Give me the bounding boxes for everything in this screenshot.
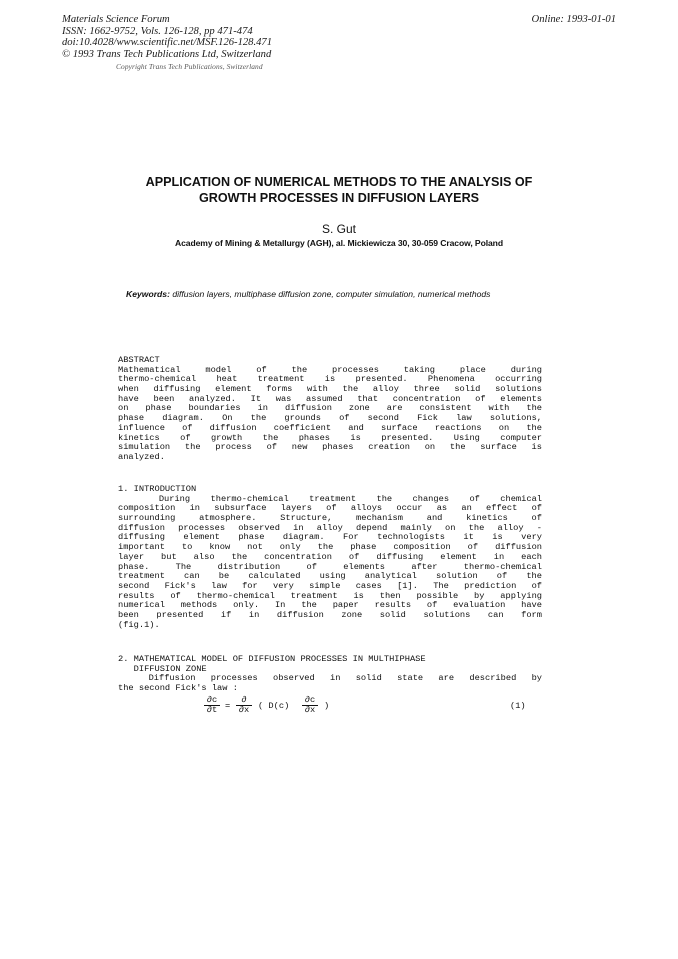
author-name: S. Gut <box>321 222 356 236</box>
text-line: diffusion processes observed in alloy depend mainly on the alloy - <box>118 522 542 533</box>
numerator: ∂c <box>206 695 218 705</box>
text-line: the second Fick's law : <box>118 683 238 694</box>
text-line: influence of diffusion coefficient and surface reactions on the <box>118 422 542 433</box>
title-line: GROWTH PROCESSES IN DIFFUSION LAYERS <box>198 190 480 205</box>
abstract-heading: ABSTRACT <box>118 355 160 365</box>
text-line: when diffusing element forms with the alloy three solid solutions <box>118 384 542 395</box>
equation-number: (1) <box>510 701 526 711</box>
text-line: phase. The distribution of elements after thermo-chemical <box>118 561 542 572</box>
text-line: analyzed. <box>118 451 165 462</box>
text-line: (fig.1). <box>118 619 160 630</box>
keywords <box>126 289 566 299</box>
text-line: kinetics of growth the phases is presented. Using computer <box>118 432 542 443</box>
journal-name: Materials Science Forum <box>62 14 170 25</box>
publisher-line: © 1993 Trans Tech Publications Ltd, Switzerland <box>62 48 272 60</box>
text-line: surrounding atmosphere. Structure, mechanism and kinetics of <box>118 513 542 524</box>
numerator: ∂ <box>241 695 247 705</box>
title-line: APPLICATION OF NUMERICAL METHODS TO THE ANALYSIS OF <box>145 175 533 189</box>
text-line: thermo-chemical heat treatment is presented. Phenomena occurring <box>118 374 542 385</box>
model-section <box>118 655 542 694</box>
text-line: During thermo-chemical treatment the changes of chemical <box>118 493 542 504</box>
online-date: Online: 1993-01-01 <box>531 14 616 25</box>
denominator: ∂t <box>206 704 218 715</box>
text-line: results of thermo-chemical treatment is then possible by applying <box>118 590 542 601</box>
text-line: composition in subsurface layers of alloys occur as an effect of <box>118 503 542 514</box>
equation-open: ( D(c) <box>258 701 290 711</box>
fraction-d-dx <box>236 696 252 714</box>
equation-close: ) <box>324 701 330 711</box>
text-line: treatment can be calculated using analytical solution of the <box>118 571 542 582</box>
text-line: Diffusion processes observed in solid state are described by <box>118 673 542 684</box>
denominator: ∂x <box>238 704 250 715</box>
text-line: simulation the process of new phases creation on the surface is <box>118 442 542 453</box>
section-heading: 1. INTRODUCTION <box>118 484 197 494</box>
text-line: second Fick's law for very simple cases [1]. The prediction of <box>118 580 542 591</box>
abstract-section <box>118 356 542 463</box>
journal-header <box>62 14 272 60</box>
text-line: numerical methods only. In the paper results of evaluation have <box>118 600 542 611</box>
copyright-stamp: Copyright Trans Tech Publications, Switzerland <box>116 62 263 71</box>
doi-line: doi:10.4028/www.scientific.net/MSF.126-128.471 <box>62 37 272 49</box>
fraction-dc-dt <box>204 696 220 714</box>
numerator: ∂c <box>304 695 316 705</box>
text-line: been presented if in diffusion zone solid solutions can form <box>118 609 542 620</box>
affiliation: Academy of Mining & Metallurgy (AGH), al. Mickiewicza 30, 30-059 Cracow, Poland <box>175 238 503 248</box>
introduction-section <box>118 485 542 630</box>
text-line: important to know not only the phase composition of diffusion <box>118 542 542 553</box>
section-heading-cont: DIFFUSION ZONE <box>118 663 207 674</box>
text-line: Mathematical model of the processes taking place during <box>118 364 542 375</box>
keywords-label: Keywords: <box>126 289 170 299</box>
equals-sign: = <box>225 701 231 711</box>
paper-title <box>110 175 568 206</box>
denominator: ∂x <box>304 704 316 715</box>
equation-1 <box>118 696 542 720</box>
text-line: phase diagram. On the grounds of second Fick law solutions, <box>118 413 542 424</box>
text-line: on phase boundaries in diffusion zone are consistent with the <box>118 403 542 414</box>
section-heading: 2. MATHEMATICAL MODEL OF DIFFUSION PROCESSES IN MULTHIPHASE <box>118 654 426 664</box>
text-line: have been analyzed. It was assumed that concentration of elements <box>118 393 542 404</box>
text-line: diffusing element phase diagram. For technologists it is very <box>118 532 542 543</box>
keywords-list: diffusion layers, multiphase diffusion zone, computer simulation, numerical methods <box>169 289 491 299</box>
issn-line: ISSN: 1662-9752, Vols. 126-128, pp 471-474 <box>62 25 253 37</box>
fraction-dc-dx <box>302 696 318 714</box>
text-line: layer but also the concentration of diffusing element in each <box>118 551 542 562</box>
